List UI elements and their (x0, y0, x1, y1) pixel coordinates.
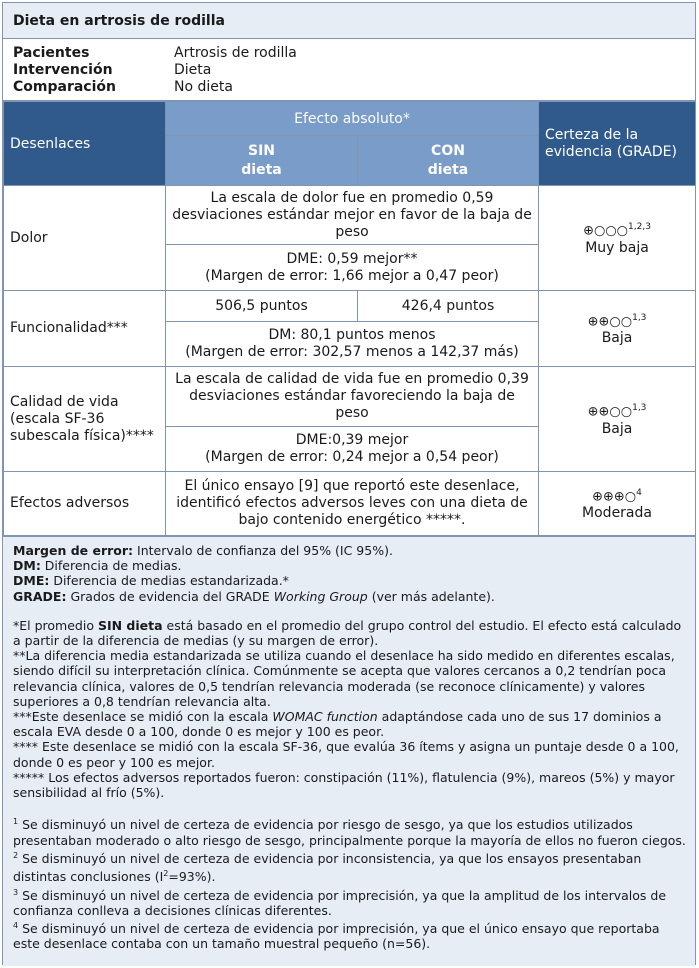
effect-dolor: La escala de dolor fue en promedio 0,59 desviaciones estándar mejor en favor de la baja de peso (166, 186, 539, 245)
grade-symbols: ⊕⊕⊕○ (592, 489, 637, 505)
sin-value-funcionalidad: 506,5 puntos (166, 291, 358, 322)
pico-value: No dieta (174, 79, 233, 95)
header-outcomes: Desenlaces (4, 102, 166, 186)
grade-symbols: ⊕⊕○○ (587, 314, 633, 330)
table-row (4, 291, 696, 322)
header-sin-line2: dieta (241, 161, 282, 178)
pico-row-pacientes (13, 45, 695, 62)
margin-text: (Margen de error: 0,24 mejor a 0,54 peor) (205, 449, 499, 465)
pico-row-comparacion (13, 79, 695, 96)
footnote-2: $^2$ Se disminuyó un nivel de certeza de evidencia por inconsistencia, ya que los ensayos presentaban distintas conclusiones $(I^2=93\%)$. (13, 850, 642, 885)
summary-of-findings-table (2, 2, 696, 965)
table-title: Dieta en artrosis de rodilla (3, 3, 695, 39)
notes-section (3, 536, 695, 966)
margin-text: (Margen de error: 302,57 menos a 142,37 más) (185, 344, 519, 360)
certainty-dolor (539, 186, 696, 291)
grade-refs: 1,3 (632, 403, 647, 414)
grade-symbols: ⊕⊕○○ (587, 404, 633, 420)
grade-symbols: ⊕○○○ (583, 223, 629, 239)
certainty-calidad (539, 367, 696, 472)
measure-text: DME:0,39 mejor (295, 432, 409, 448)
grade-level: Muy baja (585, 239, 649, 256)
table-row (4, 367, 696, 427)
grade-refs: 1,3 (632, 312, 647, 323)
measure-funcionalidad (166, 322, 539, 367)
measure-text: DME: 0,59 mejor** (286, 250, 418, 267)
note-star4: **** Este desenlace se midió con la escala SF-36, que evalúa 36 ítems y asigna un puntaje desde 0 a 100, donde 0 es peor y 100 es mejor. (13, 739, 679, 770)
table-row (4, 186, 696, 245)
pico-section (3, 39, 695, 101)
outcome-dolor: Dolor (4, 186, 166, 291)
header-sin-dieta (166, 136, 358, 186)
grade-refs: 4 (636, 487, 642, 498)
header-sin-line1: SIN (247, 142, 275, 159)
margin-text: (Margen de error: 1,66 mejor a 0,47 peor) (205, 267, 499, 284)
certainty-adversos (539, 472, 696, 536)
def-dme: DME: Diferencia de medias estandarizada.* (13, 573, 289, 589)
outcome-funcionalidad: Funcionalidad*** (4, 291, 166, 367)
def-grade: GRADE: Grados de evidencia del GRADE Working Group (ver más adelante). (13, 588, 495, 604)
pico-label: Intervención (13, 62, 113, 78)
note-star1: *El promedio SIN dieta está basado en el promedio del grupo control del estudio. El efecto está calculado a partir de la diferencia de medias (y su margen de error). (13, 617, 682, 649)
pico-value: Artrosis de rodilla (174, 45, 297, 61)
outcome-calidad: Calidad de vida (escala SF-36 subescala física)**** (4, 367, 166, 472)
pico-value: Dieta (174, 62, 212, 78)
outcome-adversos: Efectos adversos (4, 472, 166, 536)
header-absolute-effect: Efecto absoluto* (166, 102, 539, 136)
certainty-funcionalidad (539, 291, 696, 367)
grade-level: Baja (601, 420, 633, 437)
grade-refs: 1,2,3 (628, 222, 651, 233)
note-star2: **La diferencia media estandarizada se utiliza cuando el desenlace ha sido medido en diferentes escalas, siendo difícil su interpretación clínica. Comúnmente se acepta que valores cercanos a 0,2 tendrían poca relevancia clínica, valores de 0,5 tendrían relevancia moderada (se reconoce clínicamente) y valores superiores a 0,8 tendrían relevancia alta. (13, 648, 675, 709)
results-table (3, 101, 696, 536)
def-margen: Margen de error: Intervalo de confianza del 95% (IC 95%). (13, 543, 393, 558)
grade-level: Moderada (582, 505, 652, 522)
header-con-line1: CON (431, 142, 465, 159)
effect-adversos: El único ensayo [9] que reportó este desenlace, identificó efectos adversos leves con una dieta de bajo contenido energético *****. (166, 472, 539, 536)
effect-calidad: La escala de calidad de vida fue en promedio 0,39 desviaciones estándar favoreciendo la baja de peso (166, 367, 539, 427)
footnote-4: $^4$ Se disminuyó un nivel de certeza de evidencia por imprecisión, ya que el único ensayo que reportaba este desenlace contaba con un tamaño muestral pequeño (n=56). (13, 921, 660, 952)
pico-row-intervencion (13, 62, 695, 79)
measure-text: DM: 80,1 puntos menos (268, 327, 436, 343)
pico-label: Pacientes (13, 45, 90, 61)
table-row (4, 472, 696, 536)
footnote-1: $^1$ Se disminuyó un nivel de certeza de evidencia por riesgo de sesgo, ya que los estudios utilizados presentaban moderado o alto riesgo de sesgo, principalmente porque la mayoría de ellos no fueron ciegos. (13, 817, 686, 848)
measure-calidad (166, 427, 539, 472)
measure-dolor (166, 245, 539, 291)
grade-level: Baja (601, 330, 633, 347)
note-star3: ***Este desenlace se midió con la escala WOMAC function adaptándose cada uno de sus 17 dominios a escala EVA desde 0 a 100, donde 0 es mejor y 100 es peor. (13, 709, 662, 740)
header-con-dieta (358, 136, 539, 186)
pico-label: Comparación (13, 79, 116, 95)
header-certainty: Certeza de la evidencia (GRADE) (539, 102, 696, 186)
footnote-3: $^3$ Se disminuyó un nivel de certeza de evidencia por imprecisión, ya que la amplitud de los intervalos de confianza conlleva a decisiones clínicas diferentes. (13, 887, 667, 918)
header-con-line2: dieta (427, 161, 469, 178)
note-star5: ***** Los efectos adversos reportados fueron: constipación (11%), flatulencia (9%), mareos (5%) y mayor sensibilidad al frío (5%). (13, 769, 675, 801)
con-value-funcionalidad: 426,4 puntos (358, 291, 539, 322)
def-dm: DM: Diferencia de medias. (13, 558, 182, 574)
